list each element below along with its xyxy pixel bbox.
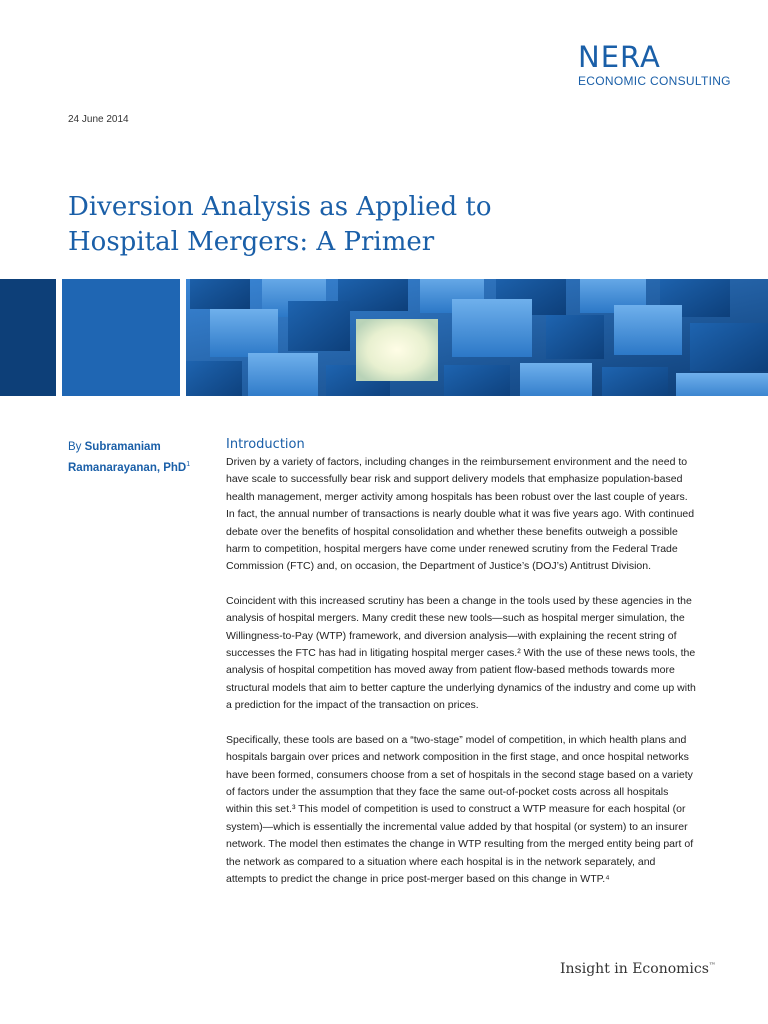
document-title xyxy=(68,190,491,260)
author-by: By xyxy=(68,441,85,453)
logo-subtitle: ECONOMIC CONSULTING xyxy=(578,74,731,88)
footer-trademark: ™ xyxy=(708,961,716,970)
author-footnote-marker: 1 xyxy=(186,461,191,468)
paragraph-1: Driven by a variety of factors, including changes in the reimbursement environment and the need to have scale to successfully bear risk and support delivery models that emphasize population-based health management, merger activity among hospitals has been robust over the last couple of years. In fact, the annual number of transactions is nearly double what it was five years ago. With continued debate over the benefits of hospital consolidation and whether these benefits outweigh a possible harm to competition, hospital mergers have come under renewed scrutiny from the Federal Trade Commission (FTC) and, on occasion, the Department of Justice’s (DOJ’s) Antitrust Division. xyxy=(226,456,695,573)
article-body xyxy=(226,437,698,905)
paragraph-2: Coincident with this increased scrutiny has been a change in the tools used by these agencies in the analysis of hospital mergers. Many credit these new tools—such as hospital merger simulation, the Willingness-to-Pay (WTP) framework, and diversion analysis—with explaining the recent string of successes the FTC has had in litigating hospital merger cases.² With the use of these news tools, the analysis of hospital competition has moved away from patient flow-based methods towards more structural models that aim to better capture the underlying dynamics of the industry and come up with a prediction for the impact of the transaction on prices. xyxy=(226,594,696,712)
author-last-name: Ramanarayanan, PhD xyxy=(68,461,187,474)
title-line-1: Diversion Analysis as Applied to xyxy=(68,192,492,222)
author-first-name: Subramaniam xyxy=(84,441,161,453)
footer-tagline xyxy=(560,961,716,977)
footer-text: Insight in Economics xyxy=(560,961,709,977)
publication-date: 24 June 2014 xyxy=(68,114,129,125)
section-heading-introduction: Introduction xyxy=(226,437,305,452)
logo-name: NERA xyxy=(578,40,661,74)
nera-logo xyxy=(578,42,731,88)
paragraph-3: Specifically, these tools are based on a “two-stage” model of competition, in which health plans and hospitals bargain over prices and network composition in the first stage, and once hospital networks have been formed, consumers choose from a set of hospitals in the second stage based on a variety of factors under the assumption that they face the same out-of-pocket costs across all hospitals within this set.³ This model of competition is used to construct a WTP measure for each hospital (or system)—which is essentially the incremental value added by that hospital (or system) to an insurer network. The model then estimates the change in WTP resulting from the merged entity being part of the network as compared to a situation where each hospital is in the network separately, and attempts to predict the change in price post-merger based on this change in WTP.⁴ xyxy=(226,733,694,885)
banner-image xyxy=(0,279,768,396)
author-byline xyxy=(68,438,190,477)
title-line-2-sub: A Primer xyxy=(308,227,435,257)
title-line-2-main: Hospital Mergers: xyxy=(68,227,309,257)
